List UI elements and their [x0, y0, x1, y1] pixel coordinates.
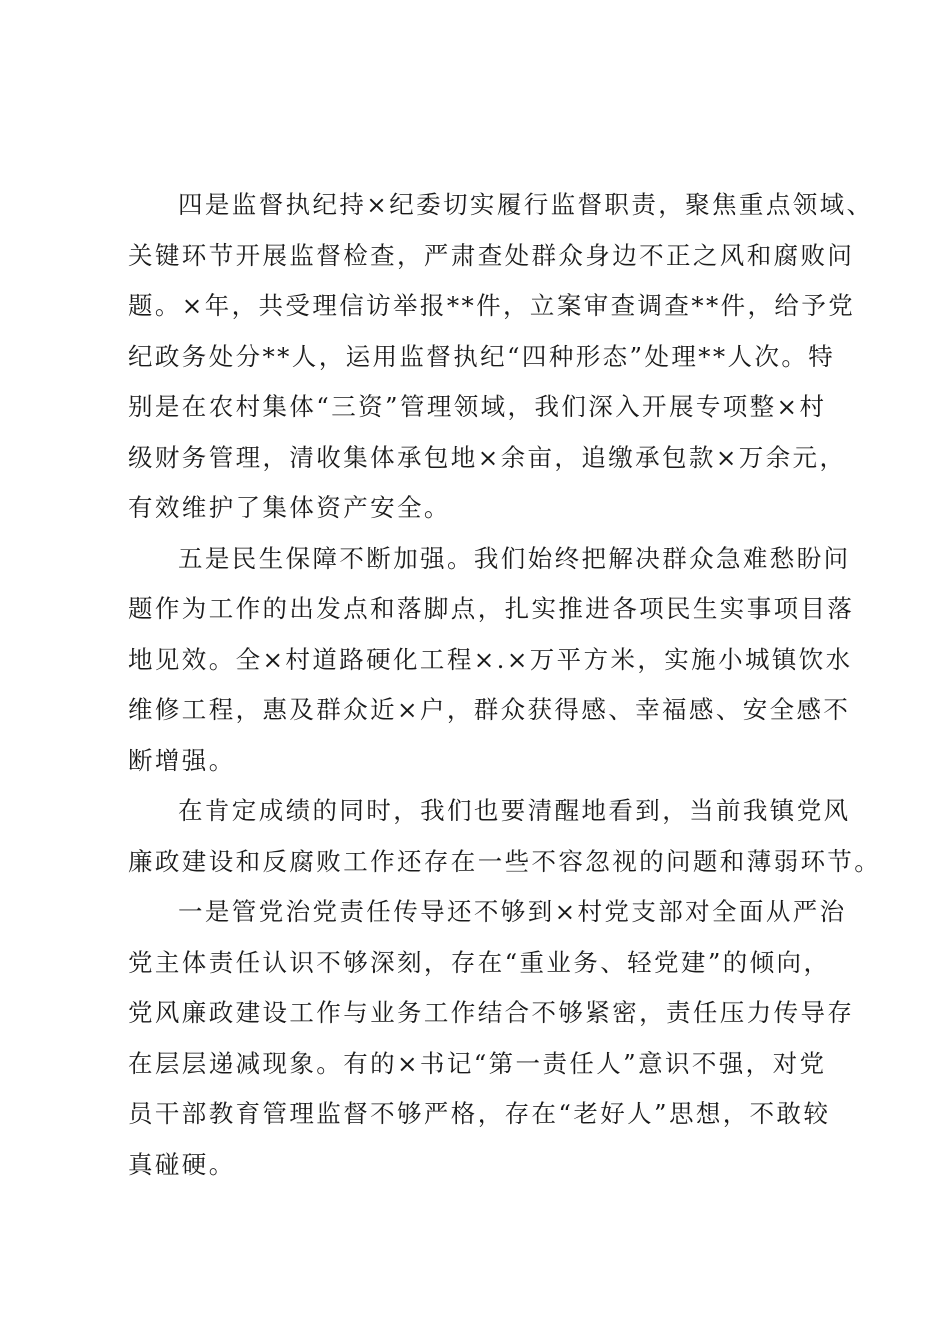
text-line: 维修工程，惠及群众近×户，群众获得感、幸福感、安全感不 [128, 695, 851, 724]
text-line: 题。×年，共受理信访举报**件，立案审查调查**件，给予党 [128, 291, 856, 320]
paragraph-problems-intro [128, 786, 882, 887]
text-line: 别是在农村集体“三资”管理领域，我们深入开展专项整×村 [128, 392, 827, 421]
text-line: 在层层递减现象。有的×书记“第一责任人”意识不强，对党 [128, 1048, 827, 1078]
text-line: 员干部教育管理监督不够严格，存在“老好人”思想，不敢较 [128, 1099, 831, 1128]
text-line: 地见效。全×村道路硬化工程×.×万平方米，实施小城镇饮水 [128, 644, 853, 674]
text-line: 断增强。 [128, 745, 236, 775]
text-line: 题作为工作的出发点和落脚点，扎实推进各项民生实事项目落 [128, 594, 855, 623]
paragraph-livelihood [128, 534, 855, 787]
text-line: 党风廉政建设工作与业务工作结合不够紧密，责任压力传导存 [128, 998, 855, 1027]
text-line: 纪政务处分**人，运用监督执纪“四种形态”处理**人次。特 [128, 341, 836, 371]
paragraph-responsibility [128, 887, 855, 1190]
text-line: 党主体责任认识不够深刻，存在“重业务、轻党建”的倾向， [128, 947, 831, 977]
paragraph-supervision [128, 180, 874, 534]
text-line: 真碰硬。 [128, 1149, 236, 1179]
text-line: 关键环节开展监督检查，严肃查处群众身边不正之风和腐败问 [128, 240, 855, 270]
text-line: 一是管党治党责任传导还不够到×村党支部对全面从严治 [178, 897, 847, 926]
text-line: 级财务管理，清收集体承包地×余亩，追缴承包款×万余元， [128, 442, 847, 472]
text-line: 四是监督执纪持×纪委切实履行监督职责，聚焦重点领域、 [178, 190, 874, 219]
document-body [128, 180, 882, 1190]
text-line: 在肯定成绩的同时，我们也要清醒地看到，当前我镇党风 [178, 796, 851, 825]
text-line: 有效维护了集体资产安全。 [128, 493, 451, 522]
text-line: 廉政建设和反腐败工作还存在一些不容忽视的问题和薄弱环节。 [128, 846, 882, 876]
text-line: 五是民生保障不断加强。我们始终把解决群众急难愁盼问 [178, 543, 851, 573]
